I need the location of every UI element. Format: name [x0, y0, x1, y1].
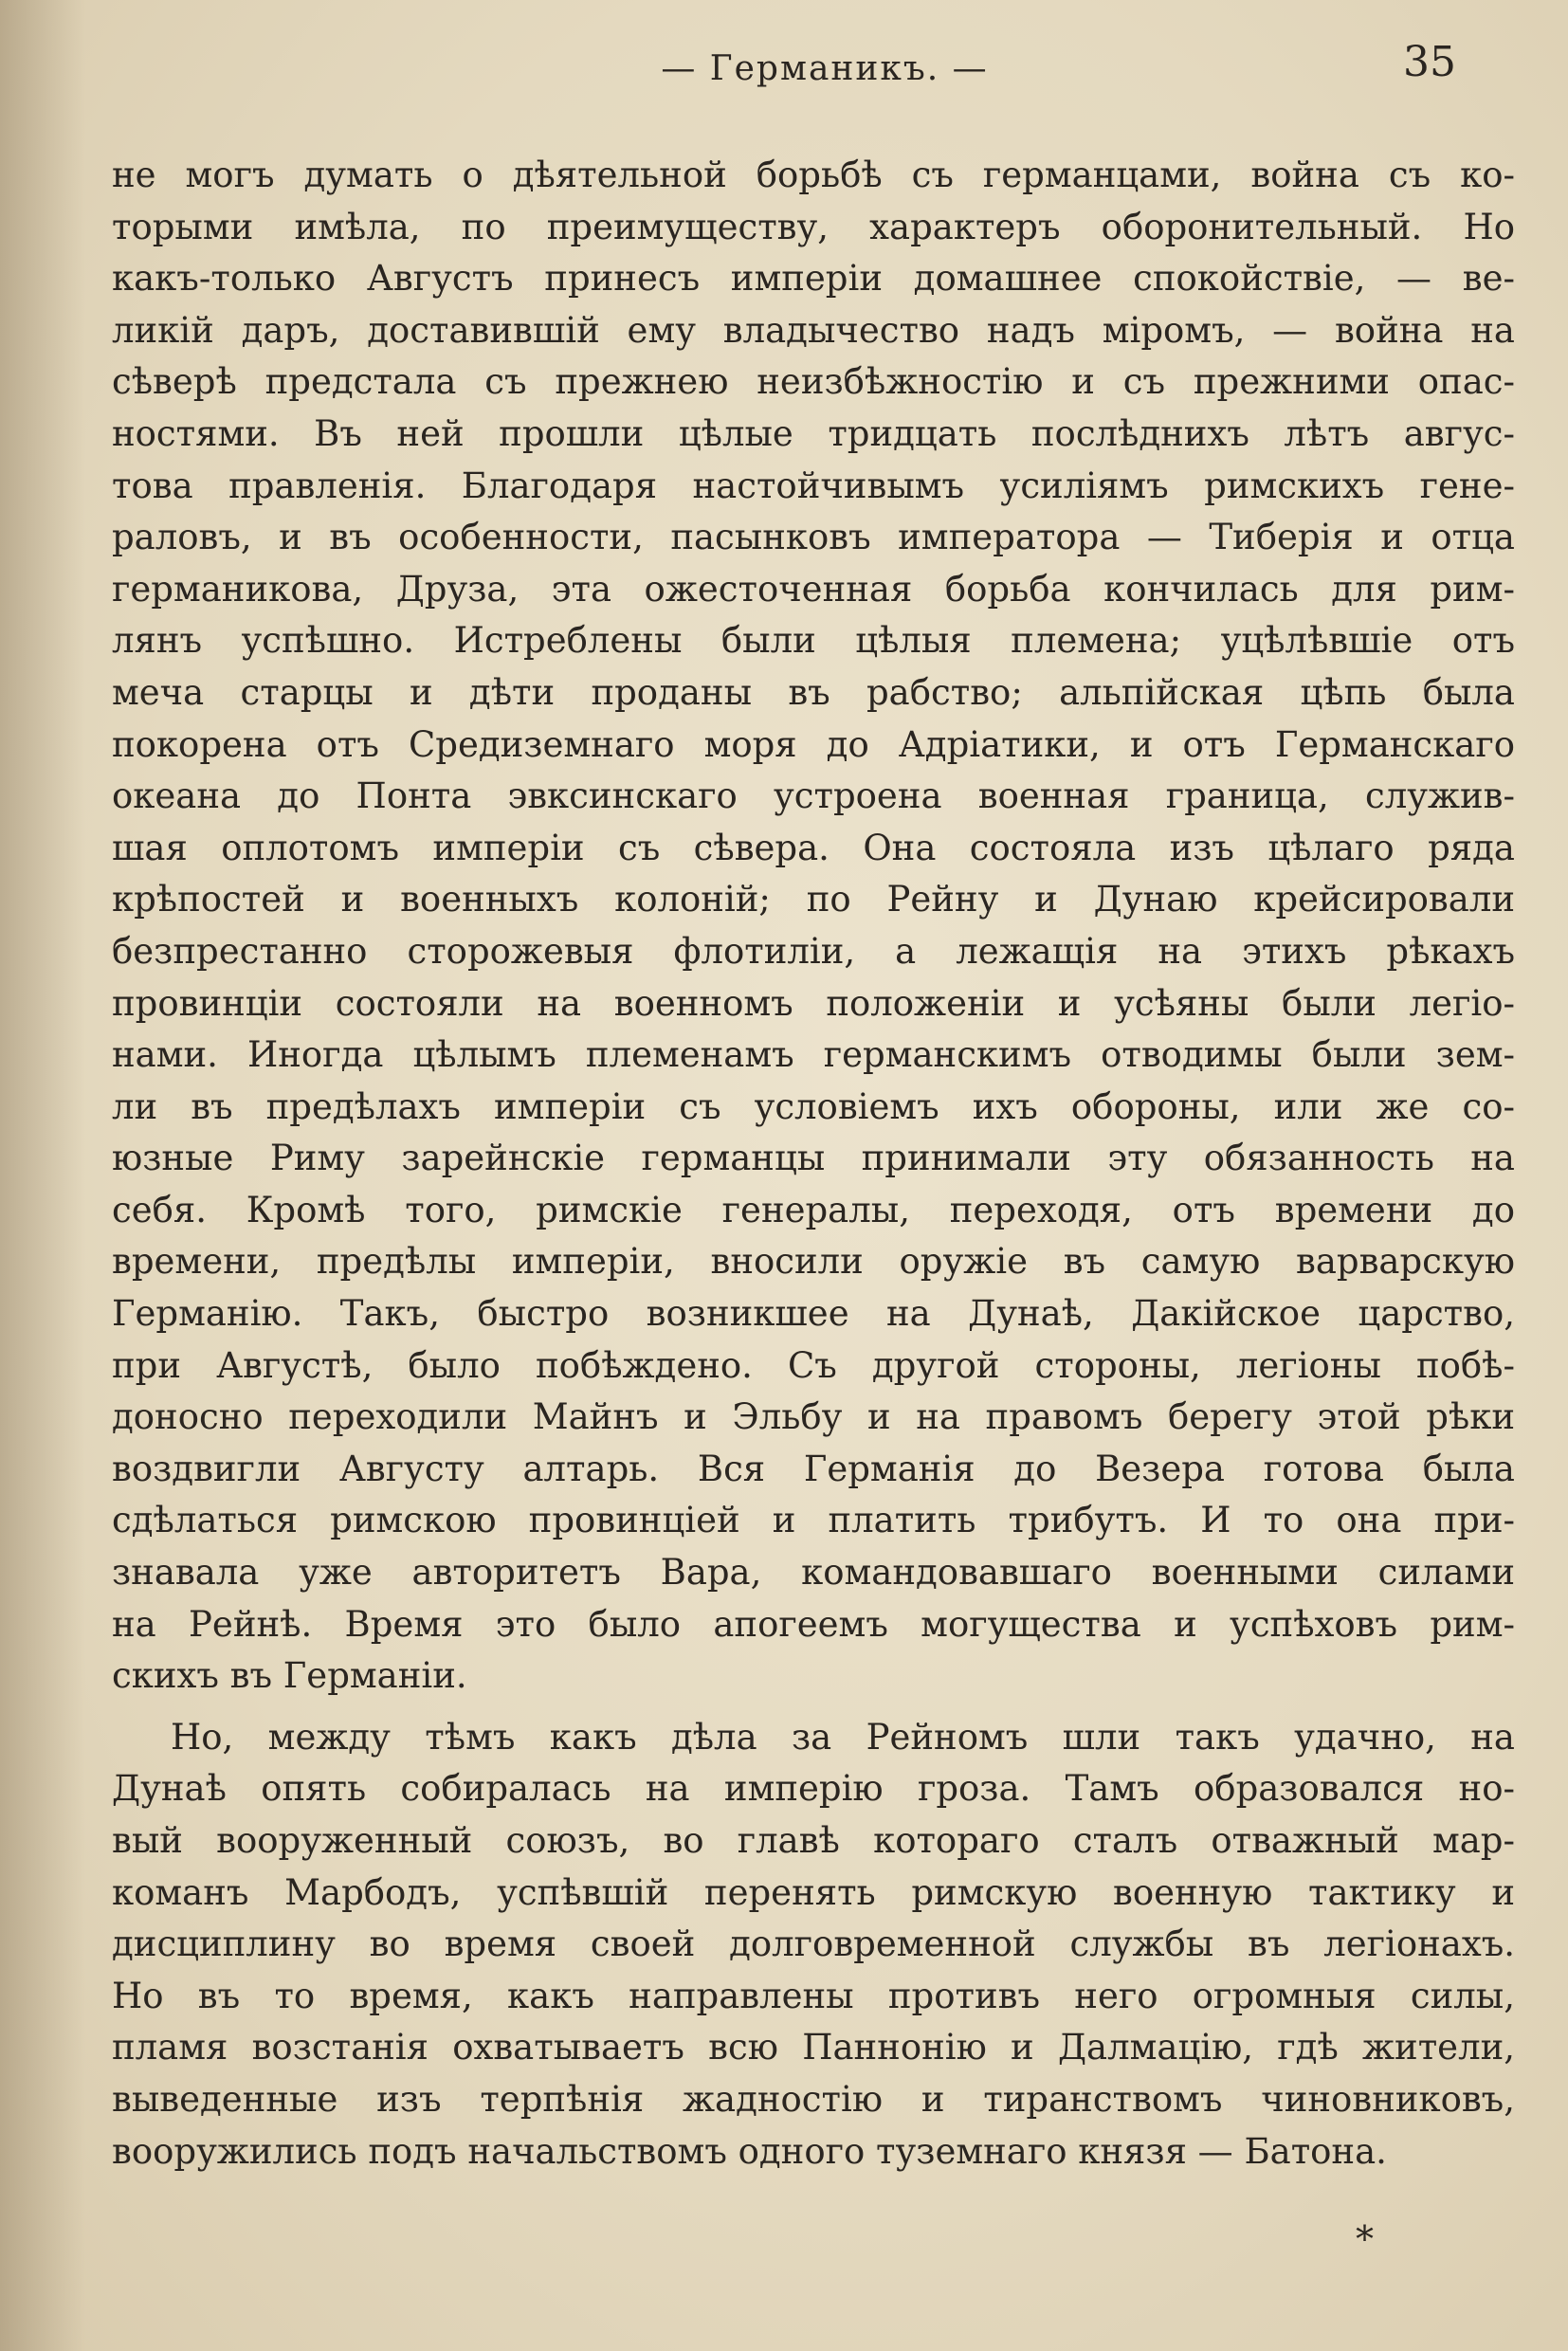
- text-line: Германію. Такъ, быстро возникшее на Дунаѣ, Дакійское царство,: [112, 1293, 1515, 1335]
- text-line: Но въ то время, какъ направлены противъ него огромныя силы,: [112, 1975, 1515, 2016]
- text-line: команъ Марбодъ, успѣвшій перенять римскую военную тактику и: [112, 1871, 1515, 1913]
- text-line: какъ-только Августъ принесъ имперіи домашнее спокойствіе, — ве-: [112, 258, 1515, 300]
- text-line: выведенные изъ терпѣнія жадностію и тиранствомъ чиновниковъ,: [112, 2078, 1515, 2120]
- text-line: Дунаѣ опять собиралась на имперію гроза. Тамъ образовался но-: [112, 1768, 1515, 1810]
- text-line: Но, между тѣмъ какъ дѣла за Рейномъ шли такъ удачно, на: [171, 1716, 1515, 1758]
- paragraph-1: [112, 150, 1515, 1703]
- text-line: това правленія. Благодаря настойчивымъ усиліямъ римскихъ гене-: [112, 465, 1515, 506]
- text-line: вооружились подъ начальствомъ одного туземнаго князя — Батона.: [112, 2130, 1387, 2172]
- text-line: доносно переходили Майнъ и Эльбу и на правомъ берегу этой рѣки: [112, 1396, 1515, 1438]
- text-line: сдѣлаться римскою провинціей и платить трибутъ. И то она при-: [112, 1500, 1515, 1541]
- text-line: провинціи состояли на военномъ положеніи и усѣяны были легіо-: [112, 982, 1515, 1024]
- text-line: знавала уже авторитетъ Вара, командовавшаго военными силами: [112, 1552, 1515, 1594]
- text-line: на Рейнѣ. Время это было апогеемъ могущества и успѣховъ рим-: [112, 1603, 1515, 1645]
- page-number: 35: [1403, 38, 1456, 86]
- text-line: вый вооруженный союзъ, во главѣ котораго сталъ отважный мар-: [112, 1820, 1515, 1861]
- text-line: себя. Кромѣ того, римскіе генералы, переходя, отъ времени до: [112, 1189, 1515, 1230]
- text-line: океана до Понта эвксинскаго устроена военная граница, служив-: [112, 775, 1515, 817]
- text-line: сѣверѣ предстала съ прежнею неизбѣжностію и съ прежними опас-: [112, 361, 1515, 403]
- text-line: раловъ, и въ особенности, пасынковъ императора — Тиберія и отца: [112, 517, 1515, 558]
- binding-gutter-shadow: [0, 0, 85, 2351]
- text-line: меча старцы и дѣти проданы въ рабство; альпійская цѣпь была: [112, 671, 1515, 713]
- paragraph-gap: [112, 1703, 1515, 1712]
- text-line: ностями. Въ ней прошли цѣлые тридцать послѣднихъ лѣтъ авгус-: [112, 412, 1515, 454]
- text-line: воздвигли Августу алтарь. Вся Германія до Везера готова была: [112, 1448, 1515, 1489]
- text-line: пламя возстанія охватываетъ всю Паннонію и Далмацію, гдѣ жители,: [112, 2027, 1515, 2069]
- text-line: скихъ въ Германіи.: [112, 1655, 467, 1697]
- text-line: нами. Иногда цѣлымъ племенамъ германскимъ отводимы были зем-: [112, 1034, 1515, 1076]
- text-line: не могъ думать о дѣятельной борьбѣ съ германцами, война съ ко-: [112, 155, 1515, 195]
- paragraph-2: [112, 1712, 1515, 2178]
- text-line: дисциплину во время своей долговременной службы въ легіонахъ.: [112, 1923, 1515, 1965]
- text-line: ли въ предѣлахъ имперіи съ условіемъ ихъ обороны, или же со-: [112, 1085, 1515, 1127]
- text-line: шая оплотомъ имперіи съ сѣвера. Она состояла изъ цѣлаго ряда: [112, 827, 1515, 868]
- text-line: покорена отъ Средиземнаго моря до Адріатики, и отъ Германскаго: [112, 723, 1515, 765]
- text-line: при Августѣ, было побѣждено. Съ другой стороны, легіоны побѣ-: [112, 1344, 1515, 1386]
- text-line: ликій даръ, доставившій ему владычество надъ міромъ, — война на: [112, 309, 1515, 351]
- body-text: [112, 150, 1515, 2178]
- text-line: крѣпостей и военныхъ колоній; по Рейну и Дунаю крейсировали: [112, 879, 1515, 920]
- text-line: юзные Риму зарейнскіе германцы принимали эту обязанность на: [112, 1138, 1515, 1179]
- text-line: торыми имѣла, по преимуществу, характеръ оборонительный. Но: [112, 206, 1515, 247]
- text-line: лянъ успѣшно. Истреблены были цѣлыя племена; уцѣлѣвшіе отъ: [112, 620, 1515, 662]
- text-line: времени, предѣлы имперіи, вносили оружіе въ самую варварскую: [112, 1241, 1515, 1283]
- text-line: германикова, Друза, эта ожесточенная борьба кончилась для рим-: [112, 568, 1515, 610]
- running-head: — Германикъ. —: [661, 49, 989, 88]
- text-line: безпрестанно сторожевыя флотиліи, а лежащія на этихъ рѣкахъ: [112, 930, 1515, 972]
- signature-mark: *: [1356, 2218, 1374, 2260]
